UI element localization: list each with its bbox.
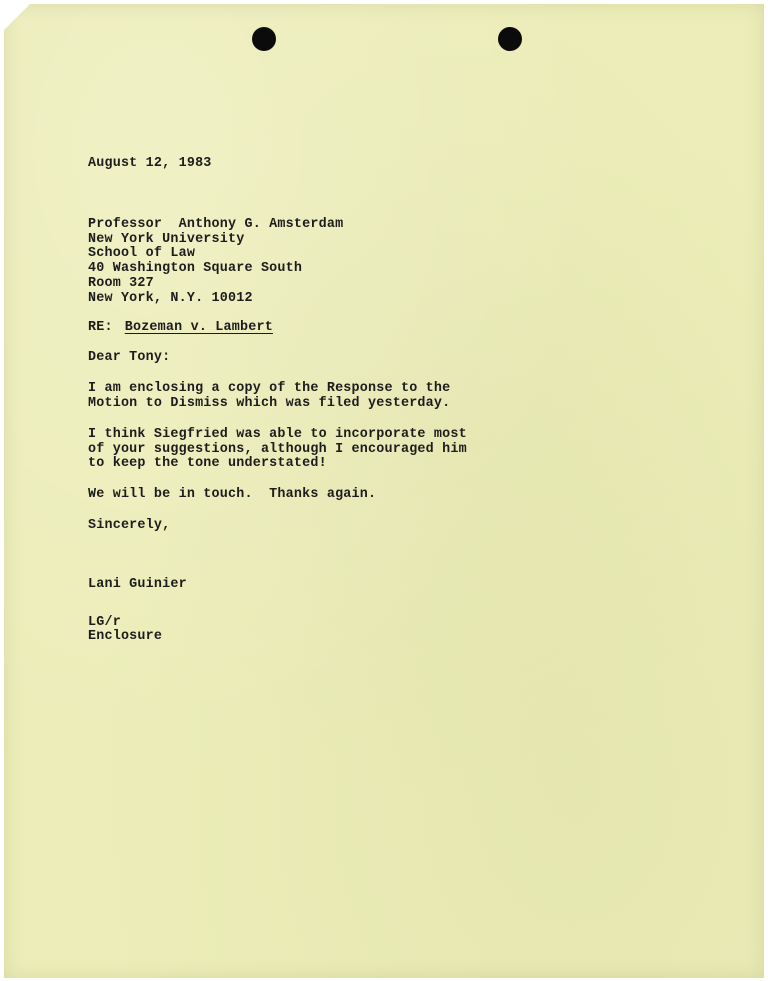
recipient-city: New York, N.Y. 10012 — [88, 290, 253, 306]
paragraph-line: We will be in touch. Thanks again. — [88, 487, 377, 503]
punch-hole-right — [498, 27, 522, 51]
paragraph-1 — [88, 382, 688, 412]
punch-hole-left — [252, 27, 276, 51]
recipient-street: 40 Washington Square South — [88, 261, 303, 277]
typist-initials: LG/r — [88, 614, 121, 630]
folded-corner — [4, 4, 30, 30]
recipient-name: Professor Anthony G. Amsterdam — [88, 216, 344, 232]
paragraph-line: of your suggestions, although I encouraged him — [88, 441, 467, 457]
paragraph-line: Motion to Dismiss which was filed yesterday. — [88, 395, 451, 411]
letter-body — [88, 157, 688, 645]
subject-line — [88, 321, 688, 336]
subject-case: Bozeman v. Lambert — [124, 319, 273, 335]
salutation: Dear Tony: — [88, 350, 171, 366]
paragraph-line: I am enclosing a copy of the Response to the — [88, 381, 451, 397]
recipient-room: Room 327 — [88, 275, 154, 291]
recipient-address — [88, 218, 688, 307]
signature-name: Lani Guinier — [88, 576, 187, 592]
letter-date: August 12, 1983 — [88, 156, 212, 171]
recipient-institution: New York University — [88, 231, 245, 247]
subject-label: RE: — [88, 319, 113, 335]
paragraph-2 — [88, 428, 688, 472]
recipient-school: School of Law — [88, 246, 196, 262]
paragraph-line: I think Siegfried was able to incorporate most — [88, 426, 467, 442]
paragraph-3 — [88, 488, 688, 503]
closing: Sincerely, — [88, 517, 171, 533]
enclosure-note: Enclosure — [88, 629, 163, 645]
paragraph-line: to keep the tone understated! — [88, 456, 327, 472]
